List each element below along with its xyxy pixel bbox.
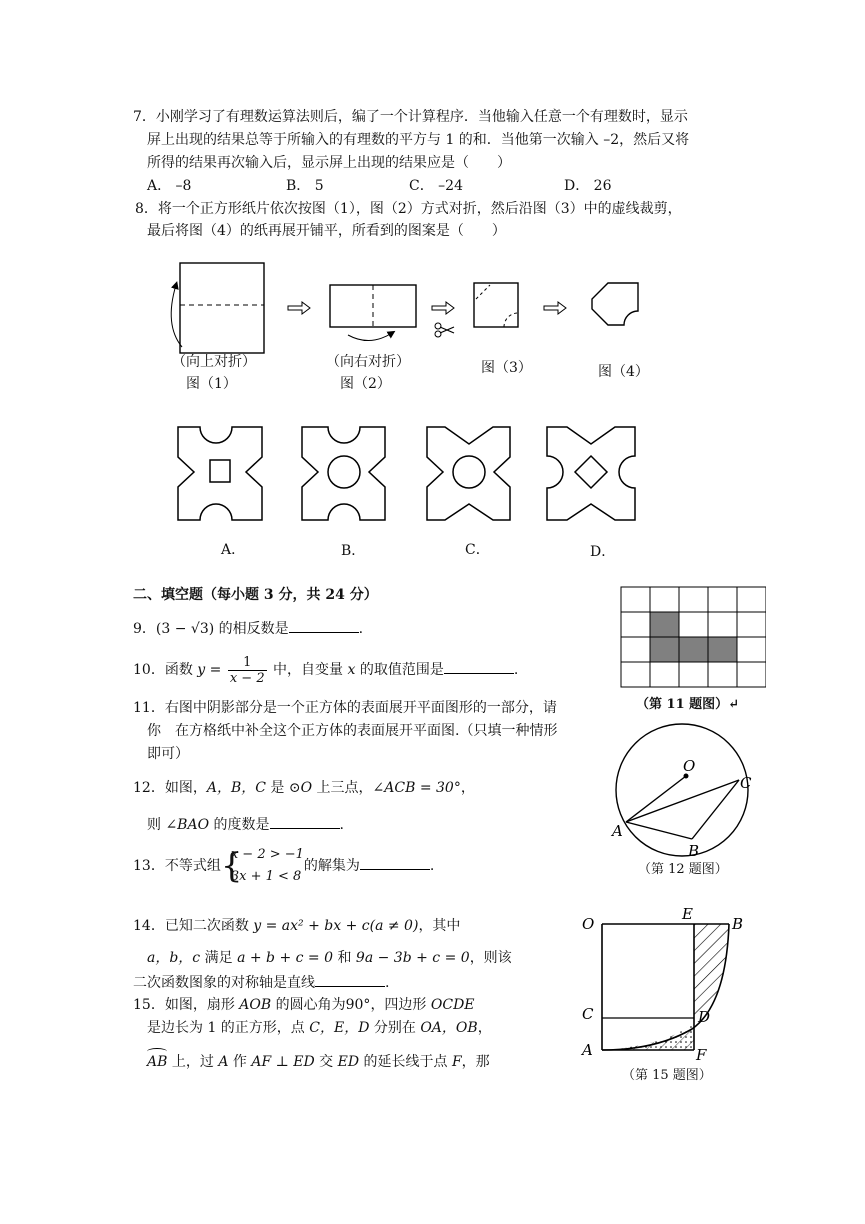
q14-function: y = ax² + bx + c(a ≠ 0): [253, 918, 419, 934]
q12-line2-end: .: [339, 817, 344, 833]
q12-line1-end: ，: [460, 780, 475, 796]
q12-line-1: [133, 778, 475, 798]
folding-process-figure: [160, 255, 680, 405]
choice-d-shape: [547, 427, 635, 520]
q12-circle-symbol: 是 ⊙: [265, 780, 301, 796]
q15-line2-mid: 分别在: [369, 1020, 421, 1036]
q10-end: .: [513, 662, 519, 678]
q14-equation-2: 9a − 3b + c = 0: [355, 950, 470, 966]
q10-fraction: [228, 655, 267, 686]
q9-answer-blank[interactable]: [289, 618, 359, 633]
q15-label-c: C: [582, 1005, 594, 1023]
q14-line2-post: ，则该: [469, 950, 512, 966]
q12-line1-pre: 12．如图，: [133, 780, 207, 796]
q14-vars: a，b，c: [147, 950, 201, 966]
q12-circle-figure: [606, 718, 766, 863]
q7-line-1: 7．小刚学习了有理数运算法则后，编了一个计算程序．当他输入任意一个有理数时，显示: [133, 109, 688, 125]
q15-segment-ed: ED: [337, 1054, 360, 1070]
q15-sector-figure: [574, 905, 764, 1065]
q9-suffix: 的相反数是: [214, 621, 289, 637]
q15-figure-caption: （第 15 题图）: [622, 1068, 712, 1083]
q12-label-o: O: [683, 757, 696, 775]
choice-b-shape: [302, 427, 385, 520]
q14-line-3: [133, 972, 389, 993]
q15-label-f: F: [696, 1046, 707, 1064]
q15-points: C，E，D: [309, 1020, 370, 1036]
q15-line3-end: ，那: [461, 1054, 490, 1070]
step-arrow-1: [288, 302, 310, 314]
q15-arc: [147, 1052, 167, 1072]
q15-line1-pre: 15．如图，扇形: [133, 997, 240, 1013]
q15-line1-mid: 的圆心角为: [271, 997, 346, 1013]
q15-label-b: B: [732, 915, 744, 933]
answer-choices-figure: [170, 422, 650, 527]
fig1-label: 图（1）: [186, 376, 237, 392]
q15-segments: OA，OB: [420, 1020, 478, 1036]
fig1-note: （向上对折）: [172, 354, 256, 370]
q12-label-a: A: [612, 822, 623, 840]
q9-end: .: [358, 621, 364, 637]
q7-option-c: C． –24: [409, 178, 463, 194]
step-arrow-2: [432, 302, 454, 314]
q14-line1-pre: 14．已知二次函数: [133, 918, 254, 934]
q12-line2-post: 的度数是: [209, 817, 270, 833]
scissors-icon: [435, 323, 454, 337]
q11-line-1: 11．右图中阴影部分是一个正方体的表面展开平面图形的一部分，请: [133, 700, 557, 716]
q7-line-2: 屏上出现的结果总等于所输入的有理数的平方与 1 的和．当他第一次输入 –2，然后又将: [147, 132, 690, 148]
q11-line-2: 你 在方格纸中补全这个正方体的表面展开平面图.（只填一种情形: [147, 723, 558, 739]
q12-label-c: C: [740, 774, 752, 792]
q8-line-1: 8．将一个正方形纸片依次按图（1），图（2）方式对折，然后沿图（3）中的虚线裁剪，: [135, 201, 682, 217]
q15-line3-mid3: 交: [314, 1054, 338, 1070]
q10-denominator: x − 2: [229, 670, 265, 686]
q12-figure-caption: （第 12 题图）: [638, 862, 728, 877]
q15-square: OCDE: [430, 997, 475, 1013]
q10-answer-blank[interactable]: [444, 659, 514, 674]
q10-suffix: 的取值范围是: [355, 662, 444, 678]
q14-equation-1: a + b + c = 0: [237, 950, 334, 966]
fig3-label: 图（3）: [481, 360, 532, 376]
fig4-result-shape: [592, 283, 638, 325]
q12-line-2: [147, 814, 344, 835]
q15-line2-end: ，: [477, 1020, 492, 1036]
q15-label-o: O: [582, 915, 595, 933]
q15-line3-mid1: 上，过: [167, 1054, 219, 1070]
q14-line1-post: ，其中: [418, 918, 461, 934]
q11-figure-caption: （第 11 题图）↵: [636, 697, 740, 712]
q12-line1-post: 上三点，: [312, 780, 373, 796]
q12-line2-pre: 则: [147, 817, 166, 833]
choice-a-label: A．: [221, 542, 246, 558]
q15-angle: 90°: [345, 997, 371, 1013]
q7-option-d: D． 26: [564, 178, 612, 194]
q12-circle-center: O: [300, 780, 313, 796]
q15-sector: AOB: [239, 997, 272, 1013]
q11-grid-figure[interactable]: [620, 586, 766, 690]
choice-b-label: B．: [341, 543, 366, 559]
q15-label-d: D: [698, 1008, 711, 1026]
fig2-rectangle: [330, 285, 416, 341]
q11-line-3: 即可）: [147, 746, 189, 762]
q15-line-1: [133, 995, 475, 1015]
q14-line-2: [147, 948, 512, 968]
section-2-heading: 二、填空题（每小题 3 分，共 24 分）: [133, 587, 378, 603]
q9-expression: (3 − √3): [155, 621, 215, 637]
q10-y: y: [197, 662, 206, 678]
choice-c-label: C．: [465, 542, 490, 558]
q14-answer-blank[interactable]: [315, 972, 385, 987]
q15-line-3: [147, 1052, 490, 1072]
q15-point-a: A: [218, 1054, 229, 1070]
q12-label-b: B: [688, 842, 700, 860]
q10-text: [133, 652, 518, 688]
q13-text: [133, 842, 434, 890]
q15-line3-mid4: 的延长线于点: [359, 1054, 452, 1070]
choice-c-shape: [427, 427, 510, 520]
q10-eq: =: [205, 662, 226, 678]
q14-line3-end: .: [385, 975, 390, 991]
q14-line2-mid: 满足: [200, 950, 238, 966]
q13-inequality-1: x − 2 > −1: [230, 847, 304, 862]
q14-line-1: [133, 916, 460, 936]
q13-inequality-system: { x − 2 > −1 3x + 1 < 8: [220, 846, 304, 886]
choice-a-shape: [178, 427, 262, 520]
fig2-note: （向右对折）: [326, 354, 410, 370]
q12-angle-acb: ∠ACB = 30°: [372, 780, 461, 796]
q10-mid: 中，自变量: [268, 662, 348, 678]
q15-perpendicular: AF ⊥ ED: [251, 1054, 315, 1070]
q7-line-3: 所得的结果再次输入后，显示屏上出现的结果应是（ ）: [147, 155, 511, 171]
q14-line3-text: 二次函数图象的对称轴是直线: [133, 975, 315, 991]
q15-arc-label: AB: [147, 1054, 168, 1070]
q15-point-f: F: [451, 1054, 462, 1070]
q15-label-a: A: [582, 1041, 593, 1059]
q15-line1-post: ，四边形: [370, 997, 431, 1013]
step-arrow-3: [544, 302, 566, 314]
q13-inequality-2: 3x + 1 < 8: [230, 869, 302, 884]
q11-grid-lines: [621, 587, 766, 687]
q14-and: 和: [333, 950, 356, 966]
fig1-square: [171, 263, 264, 353]
choice-d-label: D．: [590, 544, 616, 560]
q9-prefix: 9．: [133, 621, 156, 637]
q15-label-e: E: [682, 905, 693, 923]
q13-suffix: 的解集为: [303, 858, 360, 874]
q13-end: .: [429, 858, 435, 874]
fig2-label: 图（2）: [340, 376, 391, 392]
q7-option-a: A． –8: [147, 178, 192, 194]
q15-line2-pre: 是边长为 1 的正方形，点: [147, 1020, 310, 1036]
q9-text: [133, 618, 363, 639]
q10-numerator: 1: [228, 655, 267, 671]
q12-points: A，B，C: [206, 780, 266, 796]
q13-prefix: 13．不等式组: [133, 858, 221, 874]
q10-prefix: 10．函数: [133, 662, 198, 678]
q15-line-2: [147, 1018, 492, 1038]
fig3-cut-square: [474, 283, 518, 327]
q12-angle-bao: ∠BAO: [165, 817, 210, 833]
q15-line3-mid2: 作: [228, 1054, 252, 1070]
q10-var: x: [347, 662, 356, 678]
q13-answer-blank[interactable]: [360, 855, 430, 870]
q12-answer-blank[interactable]: [270, 814, 340, 829]
fig4-label: 图（4）: [598, 364, 649, 380]
q7-option-b: B． 5: [286, 178, 324, 194]
q8-line-2: 最后将图（4）的纸再展开铺平，所看到的图案是（ ）: [147, 223, 506, 239]
